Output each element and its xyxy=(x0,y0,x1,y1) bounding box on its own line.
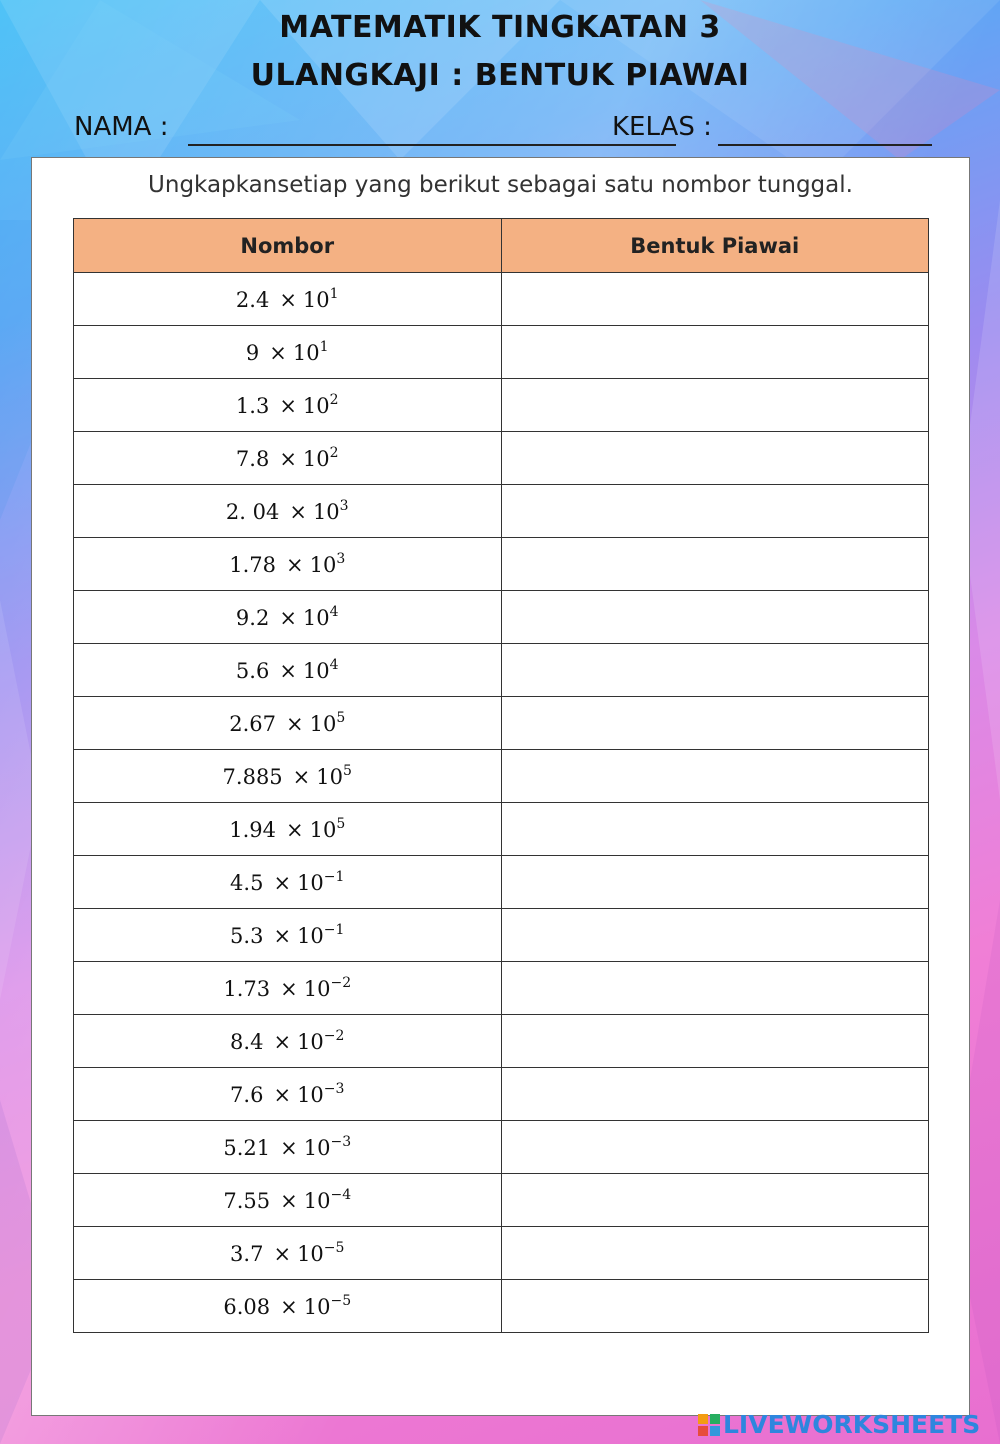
exponent: −1 xyxy=(323,869,345,885)
student-info-row xyxy=(74,112,944,148)
times-sign: × xyxy=(273,1030,292,1054)
mantissa: 5.6 xyxy=(235,659,270,683)
answer-cell[interactable] xyxy=(501,538,929,591)
column-header-bentuk-piawai: Bentuk Piawai xyxy=(501,219,929,273)
times-sign: × xyxy=(289,500,307,524)
mantissa: 7.6 xyxy=(230,1083,264,1107)
exponent: 3 xyxy=(336,551,346,567)
answer-cell[interactable] xyxy=(501,697,929,750)
number-cell xyxy=(74,1174,502,1227)
column-header-nombor: Nombor xyxy=(74,219,502,273)
table-row xyxy=(74,856,929,909)
answer-cell[interactable] xyxy=(501,1280,929,1333)
exponent: −3 xyxy=(330,1134,352,1150)
answer-cell[interactable] xyxy=(501,644,929,697)
mantissa: 9 xyxy=(245,341,260,365)
base: 10 xyxy=(309,712,337,736)
number-cell xyxy=(74,1227,502,1280)
number-cell xyxy=(74,803,502,856)
base: 10 xyxy=(302,394,330,418)
worksheet-panel xyxy=(31,157,970,1416)
answer-cell[interactable] xyxy=(501,432,929,485)
answer-cell[interactable] xyxy=(501,1068,929,1121)
answer-cell[interactable] xyxy=(501,1121,929,1174)
base: 10 xyxy=(297,1083,324,1107)
answer-cell[interactable] xyxy=(501,379,929,432)
table-row xyxy=(74,485,929,538)
base: 10 xyxy=(302,659,330,683)
mantissa: 5.21 xyxy=(223,1136,271,1160)
number-cell xyxy=(74,485,502,538)
mantissa: 7.885 xyxy=(222,765,283,789)
table-row xyxy=(74,644,929,697)
mantissa: 1.94 xyxy=(229,818,276,842)
base: 10 xyxy=(297,1242,324,1266)
mantissa: 2. 04 xyxy=(225,500,280,524)
table-row xyxy=(74,591,929,644)
base: 10 xyxy=(303,977,331,1001)
table-row xyxy=(74,326,929,379)
exponent: −5 xyxy=(323,1240,345,1256)
exponent: 4 xyxy=(329,604,339,620)
exponent: 5 xyxy=(343,763,352,779)
answer-cell[interactable] xyxy=(501,856,929,909)
mantissa: 4.5 xyxy=(230,871,264,895)
exponent: 2 xyxy=(329,392,339,408)
number-cell xyxy=(74,750,502,803)
mantissa: 5.3 xyxy=(230,924,264,948)
base: 10 xyxy=(303,1189,331,1213)
times-sign: × xyxy=(269,341,287,365)
number-cell xyxy=(74,962,502,1015)
exponent: 1 xyxy=(319,339,329,355)
table-row xyxy=(74,697,929,750)
exponent: −4 xyxy=(330,1187,352,1203)
mantissa: 8.4 xyxy=(230,1030,264,1054)
times-sign: × xyxy=(273,1242,292,1266)
mantissa: 1.3 xyxy=(235,394,270,418)
title-line-1: MATEMATIK TINGKATAN 3 xyxy=(279,10,721,45)
mantissa: 1.73 xyxy=(223,977,271,1001)
base: 10 xyxy=(297,871,324,895)
number-cell xyxy=(74,1280,502,1333)
times-sign: × xyxy=(280,1295,298,1319)
worksheet-header xyxy=(0,0,1000,156)
base: 10 xyxy=(297,1030,324,1054)
name-blank-line[interactable] xyxy=(188,144,676,146)
table-row xyxy=(74,432,929,485)
base: 10 xyxy=(292,341,320,365)
answer-cell[interactable] xyxy=(501,750,929,803)
name-label: NAMA : xyxy=(74,112,169,142)
mantissa: 7.8 xyxy=(235,447,270,471)
exponent: −3 xyxy=(323,1081,345,1097)
table-body xyxy=(74,273,929,1333)
times-sign: × xyxy=(280,1189,298,1213)
number-cell xyxy=(74,591,502,644)
times-sign: × xyxy=(279,606,297,630)
table-row xyxy=(74,962,929,1015)
table-row xyxy=(74,379,929,432)
answer-cell[interactable] xyxy=(501,1015,929,1068)
number-cell xyxy=(74,432,502,485)
number-cell xyxy=(74,644,502,697)
answer-cell[interactable] xyxy=(501,326,929,379)
answer-cell[interactable] xyxy=(501,962,929,1015)
times-sign: × xyxy=(280,977,298,1001)
exponent: −2 xyxy=(323,1028,345,1044)
answer-cell[interactable] xyxy=(501,1227,929,1280)
number-cell xyxy=(74,538,502,591)
answer-cell[interactable] xyxy=(501,1174,929,1227)
exponent: −2 xyxy=(330,975,352,991)
number-cell xyxy=(74,1121,502,1174)
exponent: 3 xyxy=(339,498,349,514)
mantissa: 6.08 xyxy=(223,1295,271,1319)
times-sign: × xyxy=(273,871,292,895)
table-row xyxy=(74,1174,929,1227)
base: 10 xyxy=(303,1295,331,1319)
answer-cell[interactable] xyxy=(501,591,929,644)
base: 10 xyxy=(302,447,330,471)
base: 10 xyxy=(302,288,330,312)
mantissa: 7.55 xyxy=(223,1189,271,1213)
base: 10 xyxy=(312,500,340,524)
base: 10 xyxy=(309,553,337,577)
times-sign: × xyxy=(286,818,304,842)
answer-cell[interactable] xyxy=(501,273,929,326)
class-label: KELAS : xyxy=(612,112,712,142)
times-sign: × xyxy=(279,394,297,418)
table-row xyxy=(74,1280,929,1333)
mantissa: 2.67 xyxy=(229,712,276,736)
times-sign: × xyxy=(286,553,304,577)
answer-table xyxy=(73,218,929,1333)
table-header-row xyxy=(74,219,929,273)
base: 10 xyxy=(302,606,330,630)
number-cell xyxy=(74,379,502,432)
number-cell xyxy=(74,273,502,326)
table-row xyxy=(74,909,929,962)
base: 10 xyxy=(316,765,344,789)
times-sign: × xyxy=(286,712,304,736)
instruction-text: Ungkapkansetiap yang berikut sebagai satu nombor tunggal. xyxy=(148,172,853,198)
times-sign: × xyxy=(279,659,297,683)
exponent: 4 xyxy=(329,657,339,673)
times-sign: × xyxy=(273,924,292,948)
liveworksheets-logo xyxy=(698,1410,994,1440)
times-sign: × xyxy=(279,288,297,312)
answer-cell[interactable] xyxy=(501,485,929,538)
table-row xyxy=(74,1068,929,1121)
exponent: −5 xyxy=(330,1293,352,1309)
exponent: −1 xyxy=(323,922,345,938)
times-sign: × xyxy=(273,1083,292,1107)
watermark-text: LIVEWORKSHEETS xyxy=(723,1410,981,1439)
times-sign: × xyxy=(280,1136,298,1160)
base: 10 xyxy=(297,924,324,948)
table-row xyxy=(74,803,929,856)
table-row xyxy=(74,750,929,803)
mantissa: 2.4 xyxy=(235,288,270,312)
number-cell xyxy=(74,697,502,750)
table-row xyxy=(74,538,929,591)
mantissa: 3.7 xyxy=(230,1242,264,1266)
number-cell xyxy=(74,1015,502,1068)
table-row xyxy=(74,1015,929,1068)
liveworksheets-logo-icon xyxy=(698,1414,720,1436)
exponent: 5 xyxy=(336,816,346,832)
answer-cell[interactable] xyxy=(501,909,929,962)
number-cell xyxy=(74,909,502,962)
number-cell xyxy=(74,326,502,379)
number-cell xyxy=(74,1068,502,1121)
base: 10 xyxy=(309,818,337,842)
times-sign: × xyxy=(292,765,311,789)
answer-cell[interactable] xyxy=(501,803,929,856)
table-row xyxy=(74,1227,929,1280)
class-blank-line[interactable] xyxy=(718,144,932,146)
title-line-2: ULANGKAJI : BENTUK PIAWAI xyxy=(250,58,750,93)
number-cell xyxy=(74,856,502,909)
exponent: 5 xyxy=(336,710,346,726)
base: 10 xyxy=(303,1136,331,1160)
times-sign: × xyxy=(279,447,297,471)
table-row xyxy=(74,273,929,326)
exponent: 1 xyxy=(329,286,339,302)
exponent: 2 xyxy=(329,445,339,461)
mantissa: 9.2 xyxy=(235,606,270,630)
table-row xyxy=(74,1121,929,1174)
mantissa: 1.78 xyxy=(229,553,276,577)
